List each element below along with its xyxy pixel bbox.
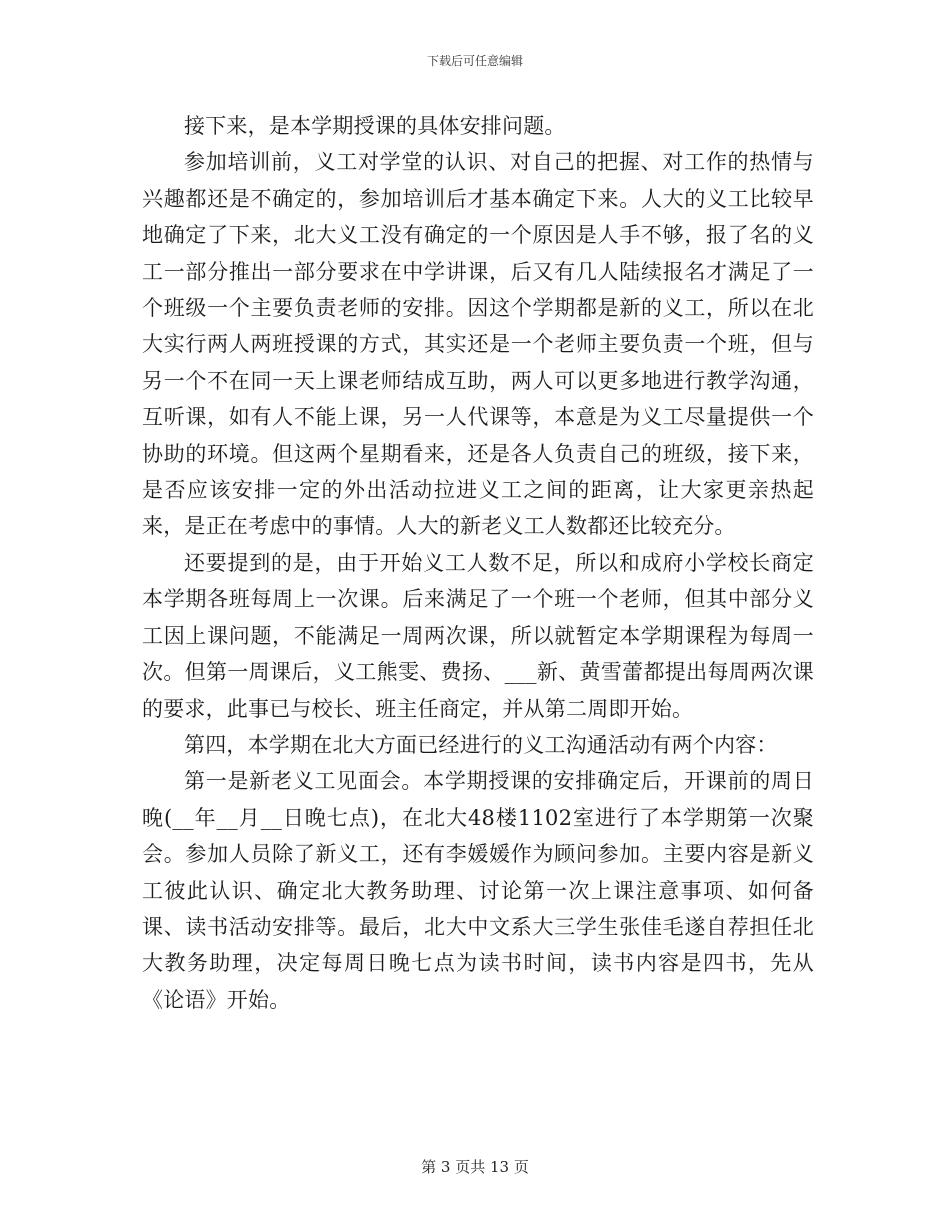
paragraph-4: 第四，本学期在北大方面已经进行的义工沟通活动有两个内容： [184,732,778,757]
page-header: 下载后可任意编辑 [426,54,523,68]
page-footer: 第 3 页共 13 页 [421,1158,529,1176]
paragraph-3: 还要提到的是，由于开始义工人数不足，所以和成府小学校长商定本学期各班每周上一次课。后来满足了一个班一个老师，但其中部分义工因上课问题，不能满足一周两次课，所以就暂定本学期课程为每周一次。但第一周课后，义工熊雯、费扬、___新、黄雪蕾都提出每周两次课的要求，此事已与校长、班主任商定，并从第二周即开始。 [142,550,814,721]
paragraph-5: 第一是新老义工见面会。本学期授课的安排确定后，开课前的周日晚(__年__月__日晚七点)，在北大48楼1102室进行了本学期第一次聚会。参加人员除了新义工，还有李媛媛作为顾问参加。主要内容是新义工彼此认识、确定北大教务助理、讨论第一次上课注意事项、如何备课、读书活动安排等。最后，北大中文系大三学生张佳毛遂自荐担任北大教务助理，决定每周日晚七点为读书时间，读书内容是四书，先从《论语》开始。 [142,769,814,1012]
paragraph-2: 参加培训前，义工对学堂的认识、对自己的把握、对工作的热情与兴趣都还是不确定的，参加培训后才基本确定下来。人大的义工比较早地确定了下来，北大义工没有确定的一个原因是人手不够，报了名的义工一部分推出一部分要求在中学讲课，后又有几人陆续报名才满足了一个班级一个主要负责老师的安排。因这个学期都是新的义工，所以在北大实行两人两班授课的方式，其实还是一个老师主要负责一个班，但与另一个不在同一天上课老师结成互助，两人可以更多地进行教学沟通，互听课，如有人不能上课，另一人代课等，本意是为义工尽量提供一个协助的环境。但这两个星期看来，还是各人负责自己的班级，接下来，是否应该安排一定的外出活动拉进义工之间的距离，让大家更亲热起来，是正在考虑中的事情。人大的新老义工人数都还比较充分。 [142,150,814,539]
document-body [142,108,814,1018]
paragraph-1: 接下来，是本学期授课的具体安排问题。 [184,114,566,138]
